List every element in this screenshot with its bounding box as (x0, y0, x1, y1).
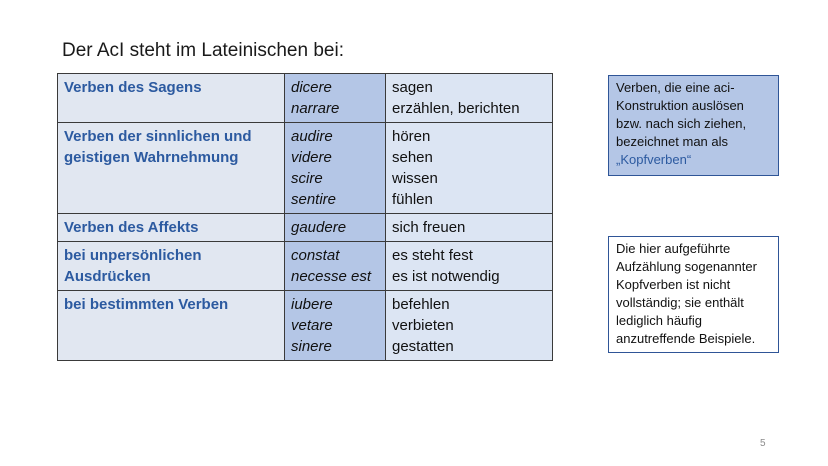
latin-text: necesse est (291, 268, 372, 285)
category-cell (58, 74, 285, 123)
note-line: Konstruktion auslösen (616, 98, 744, 113)
kopfverben-note (608, 75, 779, 176)
german-text: verbieten (392, 317, 454, 334)
latin-text: iubere (291, 296, 333, 313)
german-text: sehen (392, 149, 433, 166)
category-text: geistigen Wahrnehmung (64, 149, 239, 166)
category-cell (58, 214, 285, 242)
latin-cell (285, 74, 386, 123)
category-cell (58, 242, 285, 291)
latin-text: audire (291, 128, 333, 145)
latin-cell (285, 242, 386, 291)
category-cell (58, 291, 285, 361)
note-line: lediglich häufig (616, 313, 703, 328)
german-text: es ist notwendig (392, 268, 500, 285)
kopfverben-term: „Kopfverben“ (616, 152, 692, 167)
category-text: Verben der sinnlichen und (64, 128, 252, 145)
incomplete-list-note (608, 236, 779, 353)
category-text: Ausdrücken (64, 268, 151, 285)
note-line: Verben, die eine aci- (616, 80, 735, 95)
note-line: Die hier aufgeführte (616, 241, 731, 256)
german-cell (386, 123, 553, 214)
german-text: sich freuen (392, 219, 466, 236)
german-text: fühlen (392, 191, 433, 208)
german-text: befehlen (392, 296, 450, 313)
slide-title: Der AcI steht im Lateinischen bei: (62, 40, 344, 61)
category-cell (58, 123, 285, 214)
latin-text: dicere (291, 79, 332, 96)
category-text: Verben des Sagens (64, 79, 202, 96)
latin-cell (285, 214, 386, 242)
german-cell (386, 242, 553, 291)
table-row (58, 214, 553, 242)
note-line: bzw. nach sich ziehen, (616, 116, 747, 131)
latin-text: scire (291, 170, 323, 187)
german-text: wissen (392, 170, 438, 187)
table-row (58, 123, 553, 214)
table-row (58, 242, 553, 291)
german-cell (386, 291, 553, 361)
page-number: 5 (760, 438, 766, 449)
latin-cell (285, 291, 386, 361)
latin-text: constat (291, 247, 340, 264)
latin-text: narrare (291, 100, 340, 117)
latin-text: videre (291, 149, 332, 166)
latin-text: sentire (291, 191, 337, 208)
latin-cell (285, 123, 386, 214)
latin-text: gaudere (291, 219, 347, 236)
latin-text: vetare (291, 317, 333, 334)
german-cell (386, 74, 553, 123)
note-line: Kopfverben ist nicht (616, 277, 731, 292)
german-text: sagen (392, 79, 433, 96)
german-text: es steht fest (392, 247, 473, 264)
aci-table-body (58, 74, 553, 361)
aci-verbs-table (57, 73, 553, 361)
note-line: bezeichnet man als (616, 134, 729, 149)
german-cell (386, 214, 553, 242)
category-text: bei unpersönlichen (64, 247, 202, 264)
german-text: hören (392, 128, 431, 145)
note-line: vollständig; sie enthält (616, 295, 744, 310)
german-text: erzählen, berichten (392, 100, 520, 117)
note-line: Aufzählung sogenannter (616, 259, 757, 274)
note-line: anzutreffende Beispiele. (616, 331, 756, 346)
german-text: gestatten (392, 338, 454, 355)
category-text: bei bestimmten Verben (64, 296, 229, 313)
latin-text: sinere (291, 338, 332, 355)
table-row (58, 291, 553, 361)
category-text: Verben des Affekts (64, 219, 199, 236)
table-row (58, 74, 553, 123)
